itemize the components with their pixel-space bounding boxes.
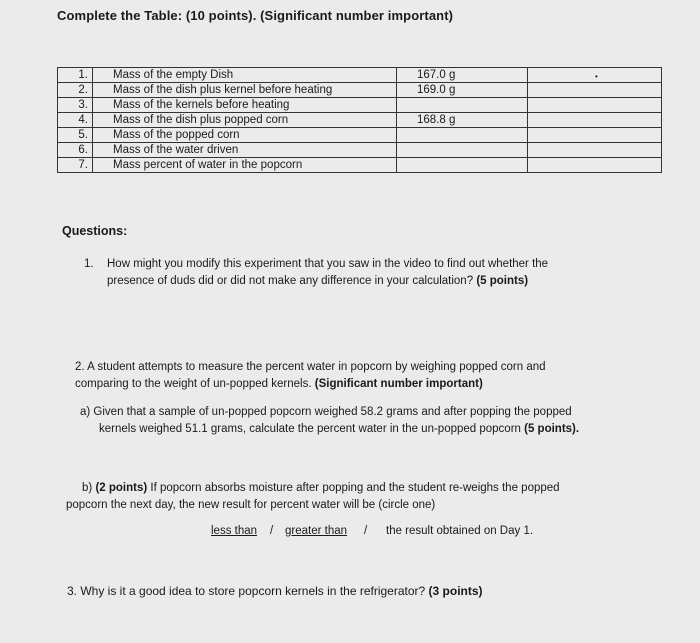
- option-same-as-day-1[interactable]: the result obtained on Day 1.: [386, 525, 534, 537]
- row-number: 6.: [58, 143, 93, 158]
- row-number: 2.: [58, 83, 93, 98]
- option-less-than[interactable]: less than: [211, 525, 258, 537]
- question-2-line1: 2. A student attempts to measure the percent water in popcorn by weighing popped corn and: [75, 361, 546, 373]
- question-2a-line1: a) Given that a sample of un-popped popcorn weighed 58.2 grams and after popping the popped: [80, 406, 572, 418]
- row-value[interactable]: [397, 98, 528, 113]
- data-table: [57, 67, 662, 173]
- table-row: [58, 113, 662, 128]
- question-2b-line2: popcorn the next day, the new result for percent water will be (circle one): [66, 499, 436, 511]
- row-label: Mass of the dish plus popped corn: [93, 113, 397, 128]
- questions-heading: Questions:: [62, 224, 128, 238]
- row-extra: [528, 128, 662, 143]
- question-2b: [82, 480, 560, 497]
- page-title: Complete the Table: (10 points). (Significant number important): [57, 8, 454, 23]
- question-2a-points: (5 points).: [524, 423, 580, 435]
- row-label: Mass of the water driven: [93, 143, 397, 158]
- bullet-marker: •: [595, 72, 598, 81]
- row-extra: [528, 83, 662, 98]
- row-value[interactable]: [397, 143, 528, 158]
- question-1-line1: How might you modify this experiment that you saw in the video to find out whether the: [107, 258, 549, 270]
- question-2-note: (Significant number important): [314, 378, 483, 390]
- table-row: [58, 143, 662, 158]
- question-1-points: (5 points): [476, 275, 529, 287]
- row-number: 3.: [58, 98, 93, 113]
- row-number: 5.: [58, 128, 93, 143]
- row-value[interactable]: 169.0 g: [397, 83, 528, 98]
- row-extra: [528, 98, 662, 113]
- question-2a-line2: kernels weighed 51.1 grams, calculate the percent water in the un-popped popcorn: [99, 423, 521, 435]
- row-value[interactable]: [397, 158, 528, 173]
- row-extra: [528, 113, 662, 128]
- option-greater-than[interactable]: greater than: [285, 525, 348, 537]
- row-label: Mass of the empty Dish: [93, 68, 397, 83]
- question-2a: [80, 404, 579, 438]
- table-row: [58, 83, 662, 98]
- row-number: 7.: [58, 158, 93, 173]
- question-3-points: (3 points): [428, 584, 483, 598]
- question-2b-points: (2 points): [95, 482, 148, 494]
- row-number: 4.: [58, 113, 93, 128]
- table-row: [58, 68, 662, 83]
- row-value[interactable]: 167.0 g: [397, 68, 528, 83]
- row-value[interactable]: 168.8 g: [397, 113, 528, 128]
- question-2b-line1: If popcorn absorbs moisture after popping and the student re-weighs the popped: [150, 482, 560, 494]
- question-3-text: 3. Why is it a good idea to store popcorn kernels in the refrigerator?: [67, 584, 426, 598]
- question-2: [75, 359, 546, 393]
- table-row: [58, 98, 662, 113]
- row-label: Mass of the kernels before heating: [93, 98, 397, 113]
- row-extra: [528, 143, 662, 158]
- option-separator-2: /: [364, 525, 368, 537]
- question-1-number: 1.: [84, 258, 94, 270]
- row-number: 1.: [58, 68, 93, 83]
- row-extra: [528, 158, 662, 173]
- question-3: [67, 583, 483, 600]
- option-separator-1: /: [270, 525, 274, 537]
- row-label: Mass of the dish plus kernel before heating: [93, 83, 397, 98]
- question-1-line2: presence of duds did or did not make any difference in your calculation?: [107, 275, 474, 287]
- row-label: Mass of the popped corn: [93, 128, 397, 143]
- row-value[interactable]: [397, 128, 528, 143]
- question-2-line2: comparing to the weight of un-popped kernels.: [75, 378, 312, 390]
- table-row: [58, 128, 662, 143]
- table-row: [58, 158, 662, 173]
- row-label: Mass percent of water in the popcorn: [93, 158, 397, 173]
- question-1: [107, 256, 548, 290]
- question-2b-prefix: b): [82, 482, 93, 494]
